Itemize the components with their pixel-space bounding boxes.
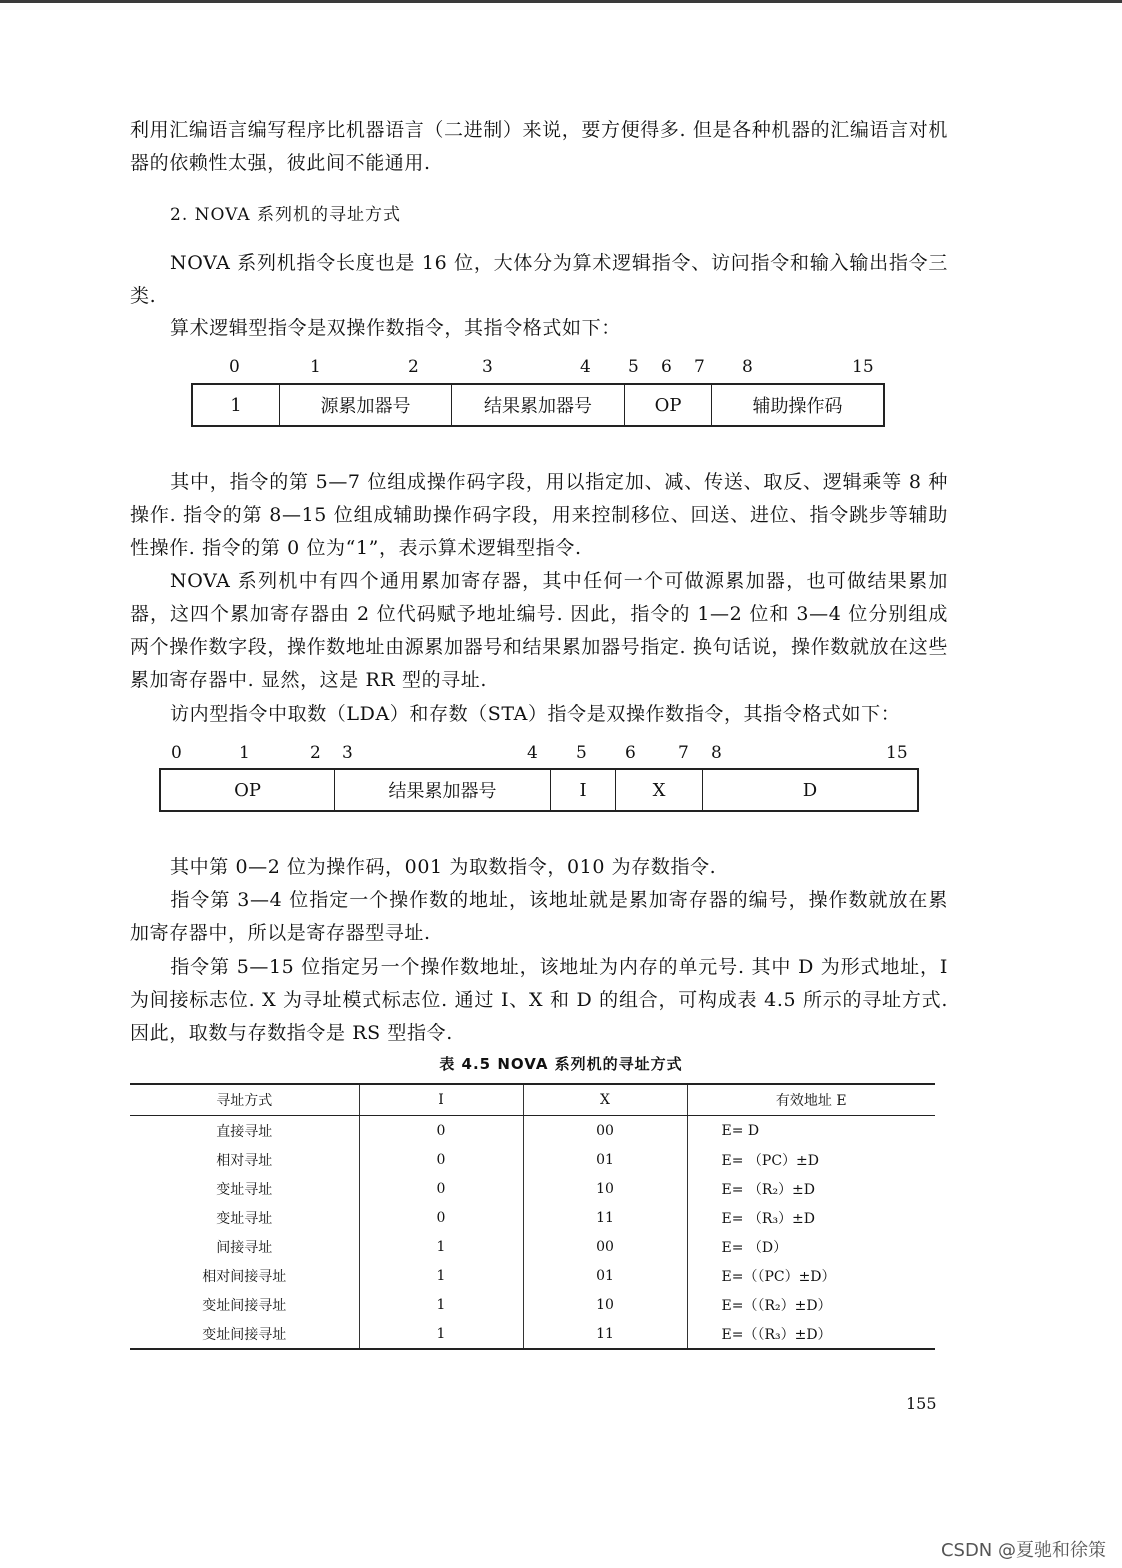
cell-x: 01 bbox=[523, 1145, 687, 1174]
cell-x: 10 bbox=[523, 1174, 687, 1203]
cell-i: 0 bbox=[359, 1145, 523, 1174]
field-aux-opcode: 辅助操作码 bbox=[752, 396, 843, 417]
bit-label: 1 bbox=[310, 357, 321, 377]
paragraph-mem-intro: 访内型指令中取数（LDA）和存数（STA）指令是双操作数指令，其指令格式如下： bbox=[170, 703, 901, 725]
watermark: CSDN @夏驰和徐策 bbox=[940, 1540, 1106, 1561]
cell-effective-address: E= （R₂）±D bbox=[687, 1174, 935, 1203]
cell-i: 1 bbox=[359, 1261, 523, 1290]
bit-label: 2 bbox=[408, 357, 419, 377]
bit-label: 7 bbox=[694, 357, 705, 377]
cell-effective-address: E= D bbox=[687, 1116, 935, 1146]
paragraph-nova-length: NOVA 系列机指令长度也是 16 位，大体分为算术逻辑指令、访问指令和输入输出指令三类. bbox=[130, 252, 948, 307]
bit-label: 6 bbox=[661, 357, 672, 377]
cell-effective-address: E= （R₃）±D bbox=[687, 1203, 935, 1232]
bit-label: 4 bbox=[580, 357, 591, 377]
bit-label: 15 bbox=[886, 743, 908, 763]
cell-i: 1 bbox=[359, 1290, 523, 1319]
bit-label: 3 bbox=[342, 743, 353, 763]
bit-label: 8 bbox=[711, 743, 722, 763]
bit-label: 0 bbox=[171, 743, 182, 763]
paragraph-bits-3-4: 指令第 3—4 位指定一个操作数的地址，该地址就是累加寄存器的编号，操作数就放在累加寄存器中，所以是寄存器型寻址. bbox=[130, 889, 948, 944]
cell-i: 0 bbox=[359, 1174, 523, 1203]
cell-mode: 变址寻址 bbox=[216, 1181, 273, 1198]
mem-format-box bbox=[159, 768, 919, 812]
field-result-accumulator: 结果累加器号 bbox=[452, 385, 625, 425]
cell-mode: 变址寻址 bbox=[216, 1210, 273, 1227]
cell-mode: 间接寻址 bbox=[216, 1239, 273, 1256]
table-row bbox=[130, 1232, 935, 1261]
addressing-modes-table bbox=[130, 1083, 935, 1350]
bit-label: 4 bbox=[527, 743, 538, 763]
bit-label: 2 bbox=[310, 743, 321, 763]
field-displacement: D bbox=[802, 779, 818, 801]
cell-x: 11 bbox=[523, 1203, 687, 1232]
header-effective-address: 有效地址 E bbox=[687, 1084, 935, 1116]
cell-effective-address: E=（（R₃）±D） bbox=[687, 1319, 935, 1349]
cell-mode: 相对间接寻址 bbox=[202, 1268, 287, 1285]
cell-i: 0 bbox=[359, 1116, 523, 1146]
bit-label: 5 bbox=[576, 743, 587, 763]
cell-effective-address: E= （PC）±D bbox=[687, 1145, 935, 1174]
field-opcode: OP bbox=[625, 385, 712, 425]
header-x: X bbox=[523, 1084, 687, 1116]
field-indirect-flag: I bbox=[551, 770, 616, 810]
cell-x: 01 bbox=[523, 1261, 687, 1290]
cell-mode: 变址间接寻址 bbox=[202, 1297, 287, 1314]
table-row bbox=[130, 1174, 935, 1203]
paragraph-accumulators: NOVA 系列机中有四个通用累加寄存器，其中任何一个可做源累加器，也可做结果累加器，这四个累加寄存器由 2 位代码赋予地址编号. 因此，指令的 1—2 位和 3—4 位分别组成两个操作数字段，操作数地址由源累加器号和结果累加器号指定. 换句话说，操作数就放在这些累加寄存器中. 显然，这是 RR 型的寻址. bbox=[130, 570, 948, 691]
table-caption: 表 4.5 NOVA 系列机的寻址方式 bbox=[439, 1055, 683, 1073]
page-top-rule bbox=[0, 0, 1122, 3]
table-row bbox=[130, 1319, 935, 1349]
table-row bbox=[130, 1290, 935, 1319]
bit-label: 8 bbox=[742, 357, 753, 377]
paragraph-opcode: 其中第 0—2 位为操作码，001 为取数指令，010 为存数指令. bbox=[170, 856, 717, 878]
page-number: 155 bbox=[906, 1394, 937, 1413]
cell-x: 10 bbox=[523, 1290, 687, 1319]
intro-paragraph: 利用汇编语言编写程序比机器语言（二进制）来说，要方便得多. 但是各种机器的汇编语言对机器的依赖性太强，彼此间不能通用. bbox=[130, 119, 948, 174]
bit-label: 5 bbox=[628, 357, 639, 377]
field-result-accumulator: 结果累加器号 bbox=[335, 770, 551, 810]
table-row bbox=[130, 1116, 935, 1146]
section-title: 2. NOVA 系列机的寻址方式 bbox=[170, 205, 401, 225]
cell-effective-address: E=（（R₂）±D） bbox=[687, 1290, 935, 1319]
bit-label: 7 bbox=[678, 743, 689, 763]
paragraph-alu-desc: 其中，指令的第 5—7 位组成操作码字段，用以指定加、减、传送、取反、逻辑乘等 8 种操作. 指令的第 8—15 位组成辅助操作码字段，用来控制移位、回送、进位、指令跳步等辅助性操作. 指令的第 0 位为“1”，表示算术逻辑型指令. bbox=[130, 471, 948, 559]
bit-label: 3 bbox=[482, 357, 493, 377]
cell-mode: 直接寻址 bbox=[216, 1123, 273, 1140]
cell-x: 11 bbox=[523, 1319, 687, 1349]
header-mode: 寻址方式 bbox=[130, 1084, 359, 1116]
cell-i: 1 bbox=[359, 1232, 523, 1261]
bit-label: 1 bbox=[239, 743, 250, 763]
field-mode-flag: X bbox=[616, 770, 703, 810]
field-source-accumulator: 源累加器号 bbox=[280, 385, 452, 425]
cell-mode: 变址间接寻址 bbox=[202, 1326, 287, 1343]
paragraph-alu-intro: 算术逻辑型指令是双操作数指令，其指令格式如下： bbox=[170, 317, 621, 339]
table-row bbox=[130, 1203, 935, 1232]
cell-effective-address: E= （D） bbox=[687, 1232, 935, 1261]
table-row bbox=[130, 1145, 935, 1174]
field-opcode: OP bbox=[161, 770, 335, 810]
table-header-row bbox=[130, 1084, 935, 1116]
cell-x: 00 bbox=[523, 1232, 687, 1261]
field-fixed-one: 1 bbox=[193, 385, 280, 425]
cell-x: 00 bbox=[523, 1116, 687, 1146]
paragraph-bits-5-15: 指令第 5—15 位指定另一个操作数地址，该地址为内存的单元号. 其中 D 为形式地址，I 为间接标志位. X 为寻址模式标志位. 通过 I、X 和 D 的组合，可构成表 4.5 所示的寻址方式. 因此，取数与存数指令是 RS 型指令. bbox=[130, 956, 948, 1044]
cell-mode: 相对寻址 bbox=[216, 1152, 273, 1169]
cell-i: 0 bbox=[359, 1203, 523, 1232]
alu-format-box bbox=[191, 383, 885, 427]
table-row bbox=[130, 1261, 935, 1290]
cell-i: 1 bbox=[359, 1319, 523, 1349]
cell-effective-address: E=（（PC）±D） bbox=[687, 1261, 935, 1290]
header-i: I bbox=[359, 1084, 523, 1116]
bit-label: 6 bbox=[625, 743, 636, 763]
bit-label: 0 bbox=[229, 357, 240, 377]
bit-label: 15 bbox=[852, 357, 874, 377]
